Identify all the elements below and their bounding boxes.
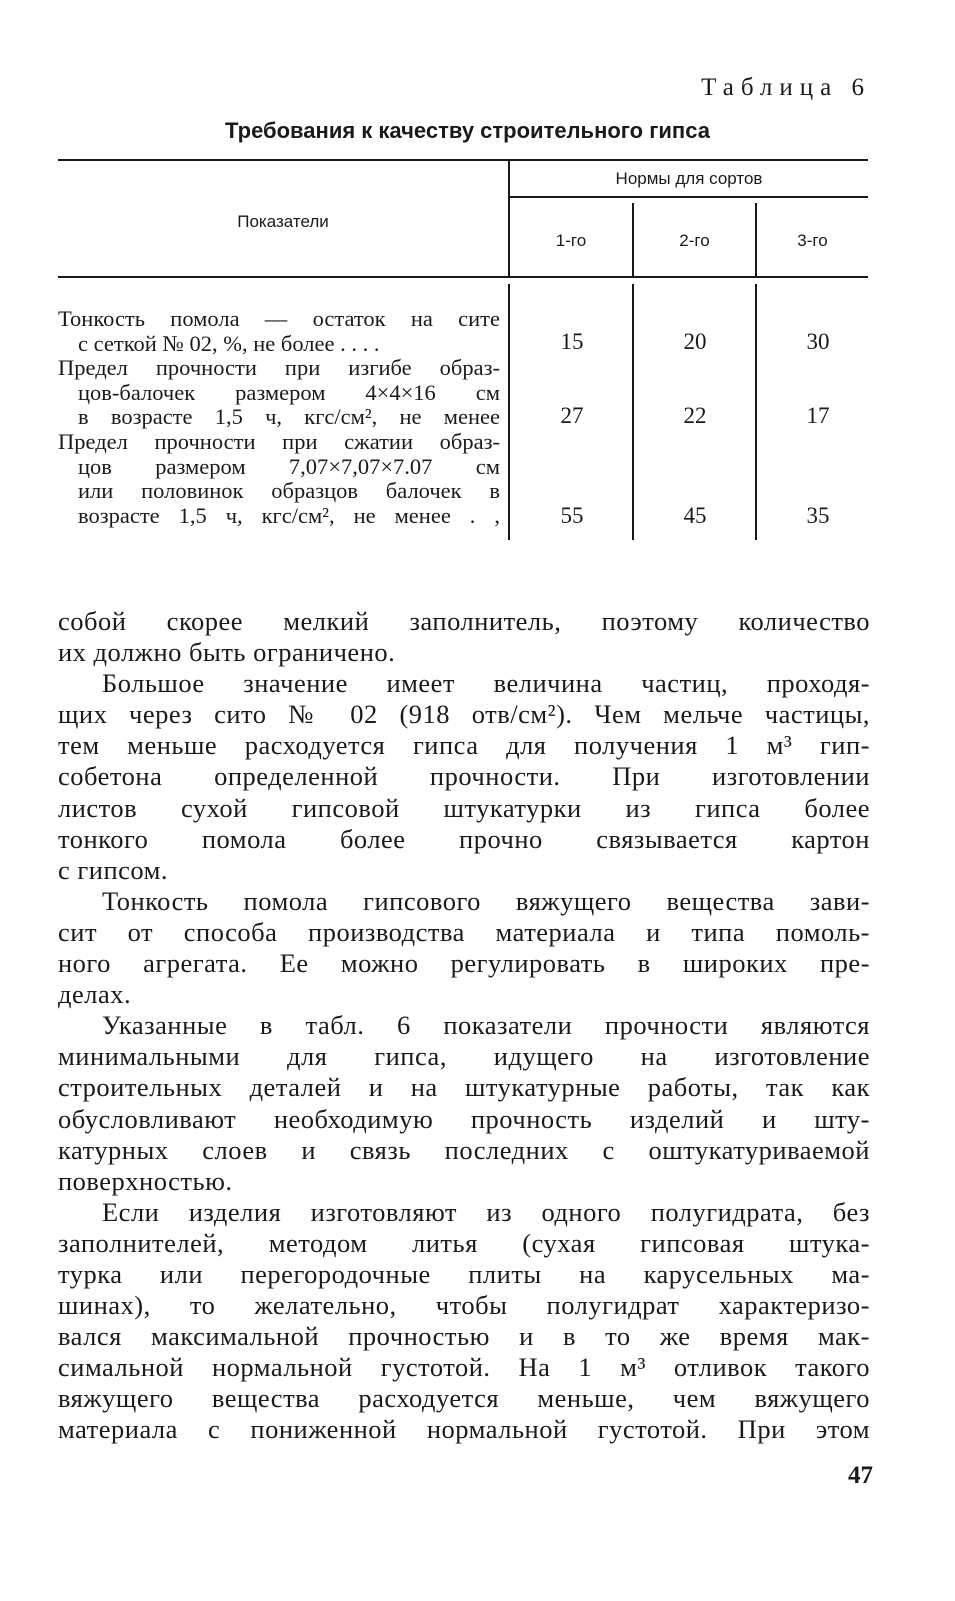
body-divider-2 (755, 284, 757, 540)
text-line: строительных деталей и на штукатурные работы, так как (58, 1072, 870, 1103)
table-cell: 27 (560, 403, 584, 428)
table-cell: 15 (560, 329, 584, 354)
text-line: катурных слоев и связь последних с оштукатуриваемой (58, 1134, 870, 1165)
indicator-line: Тонкость помола — остаток на сите (58, 306, 500, 331)
text-line: тонкого помола более прочно связывается картон (58, 823, 870, 854)
indicator-line: с сеткой № 02, %, не более . . . . (78, 330, 380, 356)
text-line: их должно быть ограничено. (58, 637, 396, 668)
indicator-line: или половинок образцов балочек в (78, 478, 500, 504)
text-line: Большое значение имеет величина частиц, проходя- (102, 668, 870, 699)
norms-subheader-rule (509, 196, 868, 198)
text-line: шинах), то желательно, чтобы полугидрат характеризо- (58, 1290, 870, 1321)
text-line: делах. (58, 979, 132, 1010)
table-cell: 17 (806, 403, 830, 428)
indicator-line: Предел прочности при изгибе образ- (58, 355, 500, 380)
text-line: минимальными для гипса, идущего на изготовление (58, 1041, 870, 1072)
text-line: тем меньше расходуется гипса для получения 1 м³ гип- (58, 730, 870, 761)
text-line: сит от способа производства материала и типа помоль- (58, 916, 870, 947)
body-text (58, 606, 870, 1446)
table-cell: 35 (806, 503, 830, 528)
text-line: турка или перегородочные плиты на карусельных ма- (58, 1258, 870, 1289)
text-line: ного агрегата. Ее можно регулировать в широких пре- (58, 948, 870, 979)
text-line: материала с пониженной нормальной густотой. При этом (58, 1414, 870, 1445)
text-line: собой скорее мелкий заполнитель, поэтому количество (58, 606, 870, 636)
body-divider-0 (508, 284, 510, 540)
indicator-line: цов размером 7,07×7,07×7.07 см (78, 453, 500, 479)
text-line: собетона определенной прочности. При изготовлении (58, 761, 870, 792)
text-line: с гипсом. (58, 854, 169, 885)
table-top-rule (58, 159, 868, 161)
table-cell: 30 (806, 329, 830, 354)
table-label: Таблица 6 (701, 74, 871, 101)
header-indicators: Показатели (237, 212, 329, 231)
indicator-line: в возрасте 1,5 ч, кгс/см², не менее (78, 404, 500, 430)
text-line: Тонкость помола гипсового вяжущего вещества зави- (102, 885, 870, 916)
header-bottom-rule (58, 276, 868, 278)
page-number: 47 (848, 1462, 873, 1489)
table-row-indicator (58, 356, 500, 430)
table-row-indicator (58, 430, 500, 528)
table-cell: 55 (560, 503, 584, 528)
text-line: поверхностью. (58, 1165, 233, 1196)
header-grade-2: 2-го (679, 231, 710, 250)
indicator-line: возрасте 1,5 ч, кгс/см², не менее . , (78, 502, 500, 528)
body-divider-1 (632, 284, 634, 540)
table-title: Требования к качеству строительного гипса (225, 118, 710, 143)
text-line: обусловливают необходимую прочность изделий и шту- (58, 1103, 870, 1134)
text-line: вался максимальной прочностью и в то же время мак- (58, 1321, 870, 1352)
text-line: Если изделия изготовляют из одного полугидрата, без (102, 1196, 870, 1227)
text-line: заполнителей, методом литья (сухая гипсовая штука- (58, 1227, 870, 1258)
table-cell: 45 (683, 503, 707, 528)
header-norms: Нормы для сортов (615, 169, 763, 188)
header-grade-3: 3-го (797, 231, 828, 250)
text-line: вяжущего вещества расходуется меньше, чем вяжущего (58, 1383, 870, 1414)
table-row-indicator (58, 307, 500, 356)
text-line: симальной нормальной густотой. На 1 м³ отливок такого (58, 1352, 870, 1383)
text-line: Указанные в табл. 6 показатели прочности являются (102, 1010, 870, 1041)
text-line: щих через сито № 02 (918 отв/см²). Чем мельче частицы, (58, 699, 870, 730)
header-grade-1: 1-го (555, 231, 587, 250)
table-cell: 22 (683, 403, 707, 428)
indicator-line: цов-балочек размером 4×4×16 см (78, 379, 500, 405)
indicator-line: Предел прочности при сжатии образ- (58, 429, 500, 454)
text-line: листов сухой гипсовой штукатурки из гипса более (58, 792, 870, 823)
table-cell: 20 (683, 329, 707, 354)
